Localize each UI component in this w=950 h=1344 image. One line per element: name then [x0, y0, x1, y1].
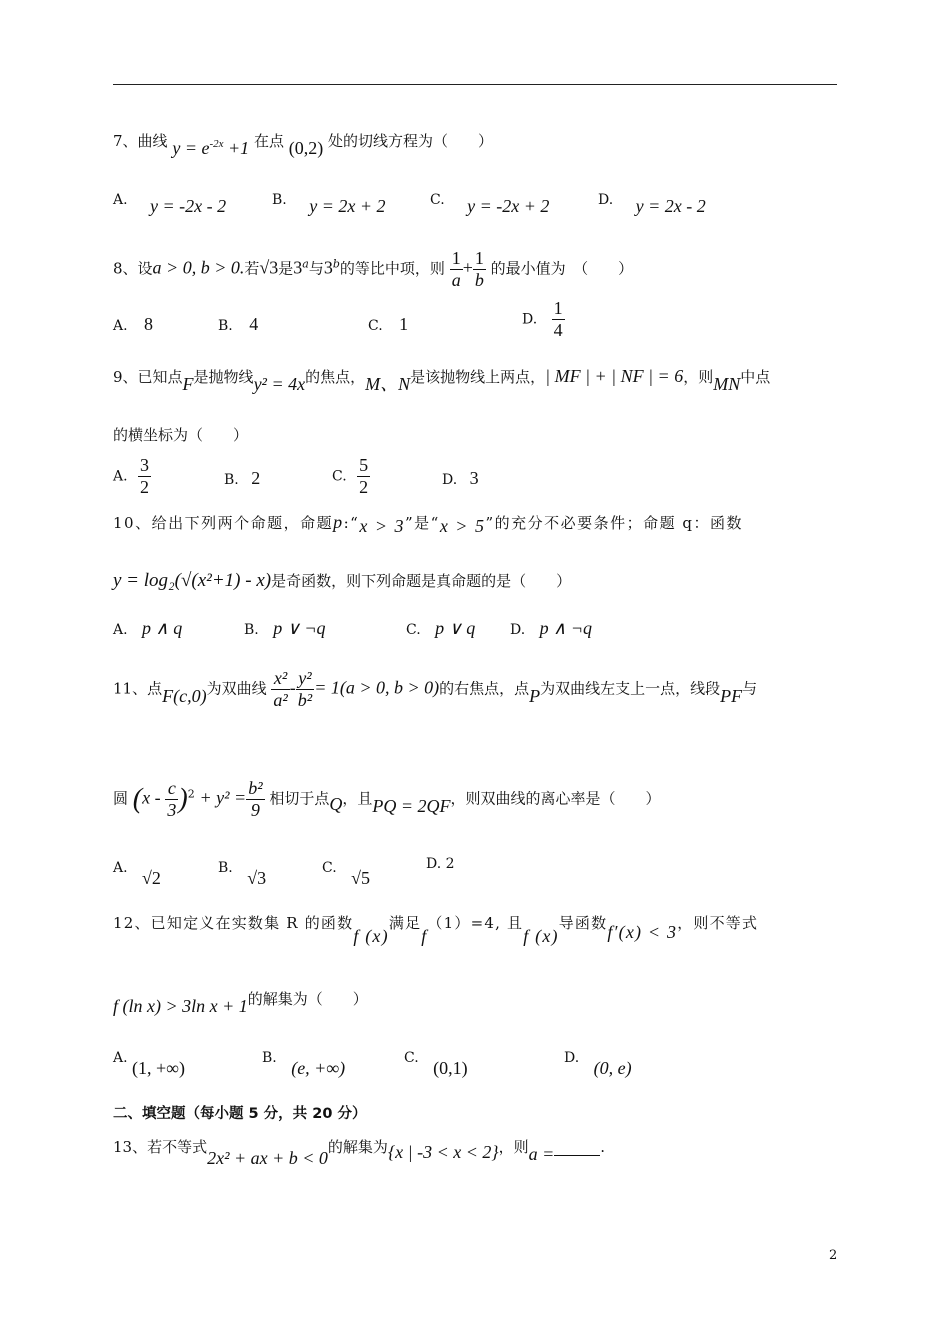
header-rule	[113, 84, 837, 85]
q11-frac-x2-a2: $\frac{\text{x²}}{\text{a²}}$	[273, 668, 288, 710]
q7-option-d: D. y = 2x - 2	[598, 192, 706, 216]
question-9: 9、已知点F是抛物线y² = 4x的焦点，M、N是该抛物线上两点，| MF | + | NF | = 6，则MN中点	[113, 366, 771, 394]
q8-option-d: D. $\frac{1}{4}$	[522, 298, 563, 340]
question-11: 11、点F(c,0)为双曲线 $\frac{\text{x²}}{\text{a²}}$ - $\frac{\text{y²}}{\text{b²}}$ = 1(a > 0, b > 0)的右焦点，点P为双曲线左支上一点，线段PF与	[113, 668, 758, 710]
q12-option-b: B. (e, +∞)	[262, 1050, 346, 1078]
q11-option-c: C. √5	[322, 860, 371, 888]
q8-option-c: C. 1	[368, 314, 409, 334]
question-10: 10、给出下列两个命题，命题p:“x > 3”是“x > 5”的充分不必要条件；命题 q：函数	[113, 512, 743, 536]
question-13: 13、若不等式2x² + ax + b < 0的解集为{x | -3 < x < 2}，则a = .	[113, 1138, 606, 1168]
q10-option-c: C. p ∨ q	[406, 618, 476, 638]
q10-option-d: D. p ∧ ¬q	[510, 618, 592, 638]
q11-frac-y2-b2: $\frac{\text{y²}}{\text{b²}}$	[297, 668, 313, 710]
q9-option-b: B. 2	[224, 468, 261, 488]
q8-frac-1-over-b: $\frac{1}{b}$	[474, 248, 484, 290]
page-number: 2	[829, 1248, 838, 1263]
q7-curve: $y = e^{-2x} +1$	[172, 138, 250, 158]
q9-line-2: 的横坐标为（ ）	[113, 426, 249, 444]
q10-option-b: B. p ∨ ¬q	[244, 618, 326, 638]
q13-answer-blank[interactable]	[554, 1141, 600, 1156]
section-2-heading: 二、填空题（每小题 5 分，共 20 分）	[113, 1106, 367, 1122]
question-10-line-2: y = log₂(√(x²+1) - x)是奇函数，则下列命题是真命题的是（ ）	[113, 570, 572, 591]
q9-option-d: D. 3	[442, 468, 479, 488]
q7-option-a: A. y = -2x - 2	[113, 192, 227, 216]
q9-option-c: C. $\frac{5}{2}$	[332, 455, 369, 497]
q12-option-d: D. (0, e)	[564, 1050, 632, 1078]
q12-option-a: A. (1, +∞)	[113, 1050, 185, 1078]
question-8: 8、设a > 0, b > 0.若√3是3$^a$与3$^b$的等比中项，则 $\frac{1}{a}$ + $\frac{1}{b}$ 的最小值为 （ ）	[113, 248, 634, 290]
q11-option-b: B. √3	[218, 860, 267, 888]
question-12-line-2: f (ln x) > 3ln x + 1的解集为（ ）	[113, 990, 368, 1016]
q8-frac-1-over-a: $\frac{1}{a}$	[451, 248, 461, 290]
q11-option-a: A. √2	[113, 860, 161, 888]
q8-option-a: A. 8	[113, 314, 154, 334]
q8-option-b: B. 4	[218, 314, 259, 334]
q7-option-c: C. y = -2x + 2	[430, 192, 550, 216]
question-7: 7、曲线 $y = e^{-2x} +1$ 在点 (0,2) 处的切线方程为（ ）	[113, 132, 494, 158]
q11-frac-b2-9: $\frac{\text{b²}}{9}$	[248, 778, 263, 820]
question-12: 12、已知定义在实数集 R 的函数f (x)满足f（1）=4, 且f (x)导函数f′(x) < 3，则不等式	[113, 914, 759, 946]
q12-option-c: C. (0,1)	[404, 1050, 468, 1078]
q11-frac-c-3: $\frac{c}{3}$	[167, 778, 177, 820]
q10-option-a: A. p ∧ q	[113, 618, 183, 638]
question-11-line-2: 圆 (x - $\frac{c}{3}$ )$^2$ + y² = $\frac{\text{b²}}{9}$ 相切于点Q，且PQ = 2QF，则双曲线的离心率是（ ）	[113, 778, 661, 820]
q7-option-b: B. y = 2x + 2	[272, 192, 386, 216]
q11-option-d: D. 2	[426, 856, 455, 872]
q9-option-a: A. $\frac{3}{2}$	[113, 455, 150, 497]
